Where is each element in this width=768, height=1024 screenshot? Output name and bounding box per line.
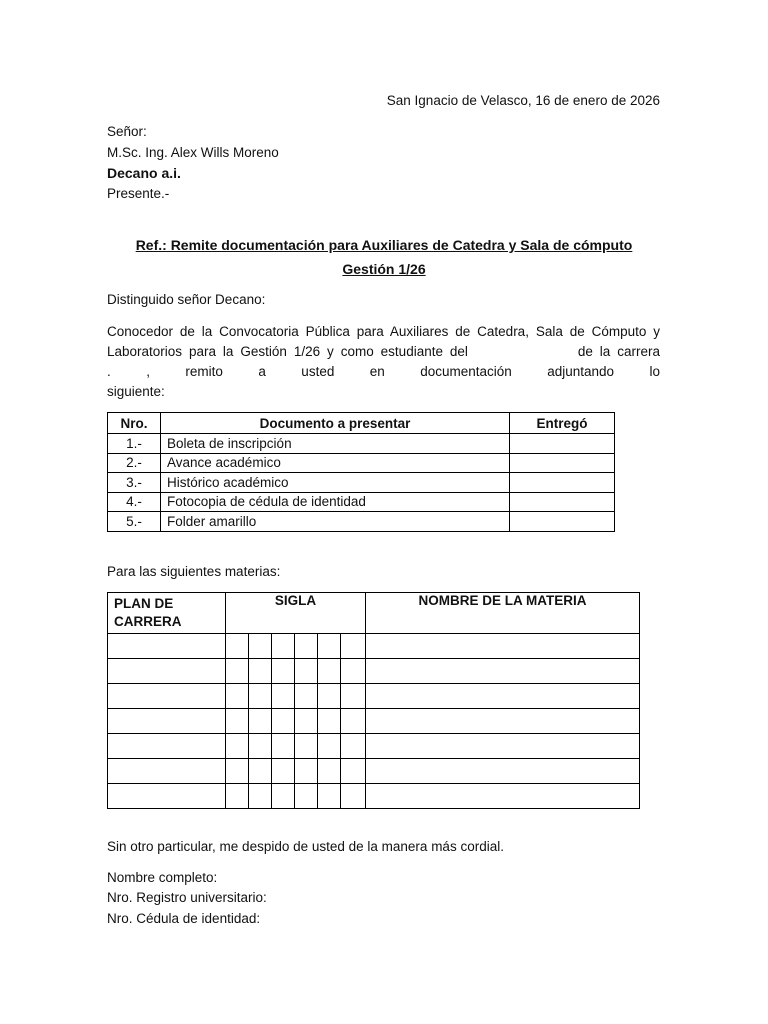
row-number: 2.- [108, 453, 161, 473]
sigla-char-cell[interactable] [318, 784, 341, 809]
sigla-char-cell[interactable] [341, 734, 366, 759]
table-row [108, 684, 640, 709]
row-number: 4.- [108, 492, 161, 512]
row-delivered-cell[interactable] [510, 512, 615, 532]
greeting: Distinguido señor Decano: [107, 292, 266, 307]
row-number: 3.- [108, 473, 161, 493]
sigla-char-cell[interactable] [318, 634, 341, 659]
subject-name-cell[interactable] [366, 659, 640, 684]
plan-cell[interactable] [108, 759, 226, 784]
sigla-char-cell[interactable] [249, 634, 272, 659]
sigla-char-cell[interactable] [272, 709, 295, 734]
body-line-4: siguiente: [107, 384, 165, 399]
row-document: Histórico académico [161, 473, 510, 493]
sigla-char-cell[interactable] [226, 684, 249, 709]
sigla-char-cell[interactable] [295, 634, 318, 659]
closing: Sin otro particular, me despido de usted de la manera más cordial. [107, 839, 504, 854]
body-line-2-a: Laboratorios para la Gestión 1/26 y como estudiante del [107, 344, 468, 359]
body-line-1: Conocedor de la Convocatoria Pública para Auxiliares de Catedra, Sala de Cómputo y [107, 324, 660, 339]
sigla-char-cell[interactable] [295, 734, 318, 759]
header-plan: PLAN DE CARRERA [108, 593, 226, 634]
sigla-char-cell[interactable] [249, 709, 272, 734]
sigla-char-cell[interactable] [249, 734, 272, 759]
presente: Presente.- [107, 186, 170, 201]
table-row [108, 492, 615, 512]
header-document: Documento a presentar [161, 413, 510, 434]
row-delivered-cell[interactable] [510, 473, 615, 493]
subjects-intro: Para las siguientes materias: [107, 564, 281, 579]
sigla-char-cell[interactable] [341, 659, 366, 684]
recipient-title: Decano a.i. [107, 165, 181, 181]
row-delivered-cell[interactable] [510, 434, 615, 454]
field-id-card: Nro. Cédula de identidad: [107, 911, 261, 926]
sigla-char-cell[interactable] [318, 659, 341, 684]
subject-name-cell[interactable] [366, 784, 640, 809]
documents-table [107, 412, 615, 532]
sigla-char-cell[interactable] [295, 659, 318, 684]
row-document: Fotocopia de cédula de identidad [161, 492, 510, 512]
sigla-char-cell[interactable] [295, 709, 318, 734]
sigla-char-cell[interactable] [272, 759, 295, 784]
reference-line-2: Gestión 1/26 [342, 261, 426, 277]
table-row [108, 434, 615, 454]
table-row [108, 659, 640, 684]
body-line-3 [107, 362, 660, 382]
subject-name-cell[interactable] [366, 684, 640, 709]
sigla-char-cell[interactable] [226, 784, 249, 809]
recipient-name: M.Sc. Ing. Alex Wills Moreno [107, 145, 279, 160]
subject-name-cell[interactable] [366, 759, 640, 784]
row-number: 1.- [108, 434, 161, 454]
sigla-char-cell[interactable] [318, 709, 341, 734]
sigla-char-cell[interactable] [249, 684, 272, 709]
subject-name-cell[interactable] [366, 709, 640, 734]
sigla-char-cell[interactable] [341, 759, 366, 784]
table-row [108, 709, 640, 734]
sigla-char-cell[interactable] [318, 759, 341, 784]
header-subject-name: NOMBRE DE LA MATERIA [366, 593, 640, 634]
sigla-char-cell[interactable] [272, 684, 295, 709]
sigla-char-cell[interactable] [226, 759, 249, 784]
row-delivered-cell[interactable] [510, 492, 615, 512]
sigla-char-cell[interactable] [295, 759, 318, 784]
field-registry: Nro. Registro universitario: [107, 890, 267, 905]
sigla-char-cell[interactable] [272, 634, 295, 659]
subject-name-cell[interactable] [366, 734, 640, 759]
table-row [108, 734, 640, 759]
row-delivered-cell[interactable] [510, 453, 615, 473]
sigla-char-cell[interactable] [341, 784, 366, 809]
plan-cell[interactable] [108, 684, 226, 709]
row-document: Avance académico [161, 453, 510, 473]
body-line-3-a: . [107, 364, 111, 379]
reference-line-1: Ref.: Remite documentación para Auxiliares de Catedra y Sala de cómputo [135, 237, 633, 253]
sigla-char-cell[interactable] [318, 684, 341, 709]
header-sigla: SIGLA [226, 593, 366, 634]
sigla-char-cell[interactable] [341, 634, 366, 659]
row-number: 5.- [108, 512, 161, 532]
table-row [108, 634, 640, 659]
sigla-char-cell[interactable] [272, 784, 295, 809]
table-row [108, 473, 615, 493]
table-row [108, 784, 640, 809]
body-line-2 [107, 342, 660, 362]
sigla-char-cell[interactable] [249, 659, 272, 684]
sigla-char-cell[interactable] [226, 734, 249, 759]
table-row [108, 759, 640, 784]
sigla-char-cell[interactable] [226, 634, 249, 659]
sigla-char-cell[interactable] [226, 659, 249, 684]
place-date: San Ignacio de Velasco, 16 de enero de 2026 [386, 93, 660, 108]
sigla-char-cell[interactable] [272, 659, 295, 684]
sigla-char-cell[interactable] [295, 684, 318, 709]
sigla-char-cell[interactable] [249, 784, 272, 809]
body-line-2-b: de la carrera [577, 344, 660, 359]
subject-name-cell[interactable] [366, 634, 640, 659]
plan-cell[interactable] [108, 784, 226, 809]
row-document: Folder amarillo [161, 512, 510, 532]
body-line-3-b: , remito a usted en documentación adjuntando lo [146, 364, 660, 379]
body-paragraph [107, 322, 660, 402]
subjects-table [107, 592, 640, 809]
sigla-char-cell[interactable] [318, 734, 341, 759]
sigla-char-cell[interactable] [249, 759, 272, 784]
row-document: Boleta de inscripción [161, 434, 510, 454]
plan-cell[interactable] [108, 659, 226, 684]
table-row [108, 453, 615, 473]
sigla-char-cell[interactable] [341, 684, 366, 709]
plan-cell[interactable] [108, 734, 226, 759]
table-row [108, 512, 615, 532]
sigla-char-cell[interactable] [295, 784, 318, 809]
sigla-char-cell[interactable] [341, 709, 366, 734]
plan-cell[interactable] [108, 709, 226, 734]
header-nro: Nro. [108, 413, 161, 434]
salutation: Señor: [107, 124, 147, 139]
sigla-char-cell[interactable] [226, 709, 249, 734]
subjects-body [108, 634, 640, 809]
plan-cell[interactable] [108, 634, 226, 659]
header-delivered: Entregó [510, 413, 615, 434]
field-full-name: Nombre completo: [107, 870, 218, 885]
sigla-char-cell[interactable] [272, 734, 295, 759]
